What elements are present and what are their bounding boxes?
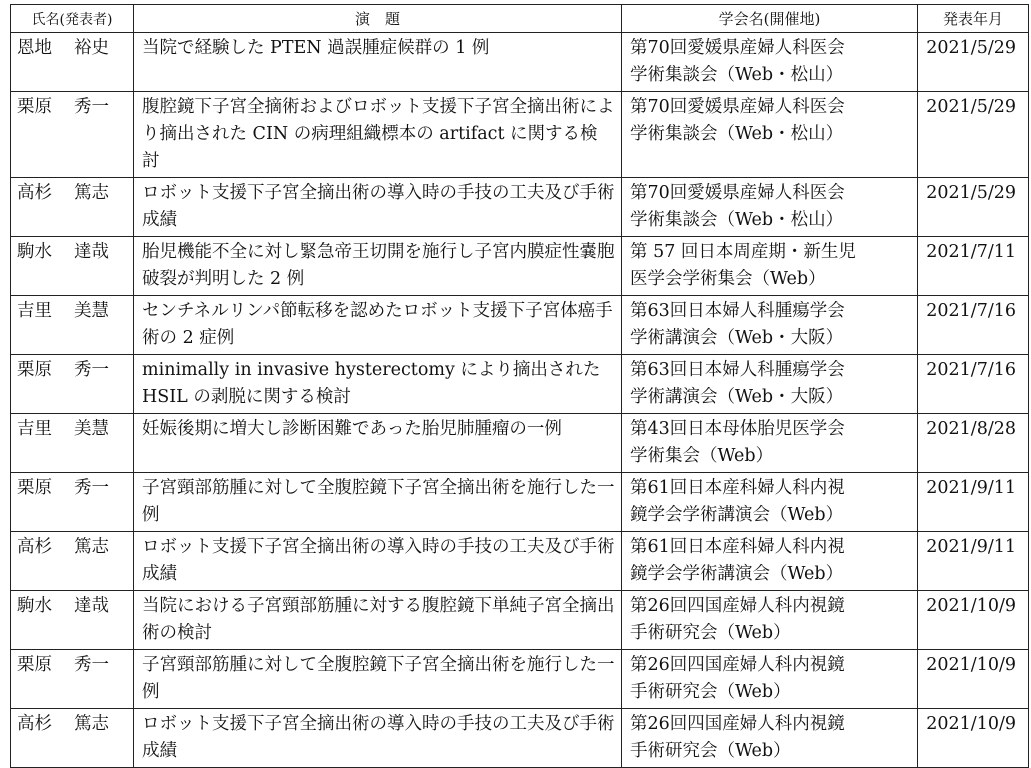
- table-row: [11, 709, 1029, 768]
- presenter-surname: 高杉: [17, 537, 52, 557]
- conference-name-line1: 第26回四国産婦人科内視鏡: [630, 596, 845, 616]
- conference-name-line2: 学術集会（Web）: [630, 446, 774, 466]
- table-row: [11, 532, 1029, 591]
- conference-name-line2: 学術集談会（Web・松山）: [630, 210, 844, 230]
- conference-name-line2: 鏡学会学術講演会（Web）: [630, 564, 844, 584]
- presenter-given-name: 秀一: [74, 360, 109, 380]
- presentation-title: 子宮頸部筋腫に対して全腹腔鏡下子宮全摘出術を施行した一例: [134, 473, 622, 532]
- presentation-title: ロボット支援下子宮全摘出術の導入時の手技の工夫及び手術成績: [134, 709, 622, 768]
- presenter-given-name: 美慧: [74, 301, 109, 321]
- presentation-title: 腹腔鏡下子宮全摘術およびロボット支援下子宮全摘出術により摘出された CIN の病理組織標本の artifact に関する検討: [134, 92, 622, 178]
- conference-cell: [622, 591, 918, 650]
- presentation-date: 2021/5/29: [918, 178, 1029, 237]
- conference-cell: [622, 414, 918, 473]
- presentation-title: 胎児機能不全に対し緊急帝王切開を施行し子宮内膜症性嚢胞破裂が判明した 2 例: [134, 237, 622, 296]
- presentation-date: 2021/10/9: [918, 709, 1029, 768]
- presenter-surname: 恩地: [17, 38, 52, 58]
- conference-cell: [622, 296, 918, 355]
- presenter-cell: [11, 237, 134, 296]
- presenter-given-name: 篤志: [74, 714, 109, 734]
- presenter-given-name: 美慧: [74, 419, 109, 439]
- conference-name-line1: 第26回四国産婦人科内視鏡: [630, 714, 845, 734]
- table-row: [11, 33, 1029, 92]
- presentation-date: 2021/5/29: [918, 92, 1029, 178]
- conference-name-line1: 第70回愛媛県産婦人科医会: [630, 183, 845, 203]
- header-conference: 学会名(開催地): [622, 5, 918, 33]
- presenter-given-name: 秀一: [74, 97, 109, 117]
- presenter-cell: [11, 709, 134, 768]
- presentations-table: [10, 4, 1029, 768]
- presenter-cell: [11, 650, 134, 709]
- table-row: [11, 237, 1029, 296]
- presenter-surname: 高杉: [17, 183, 52, 203]
- presenter-given-name: 秀一: [74, 478, 109, 498]
- presentation-date: 2021/5/29: [918, 33, 1029, 92]
- presentation-title: ロボット支援下子宮全摘出術の導入時の手技の工夫及び手術成績: [134, 178, 622, 237]
- conference-name-line1: 第26回四国産婦人科内視鏡: [630, 655, 845, 675]
- conference-cell: [622, 237, 918, 296]
- presenter-surname: 栗原: [17, 478, 52, 498]
- presenter-given-name: 裕史: [74, 38, 109, 58]
- presentation-title: 当院における子宮頸部筋腫に対する腹腔鏡下単純子宮全摘出術の検討: [134, 591, 622, 650]
- conference-cell: [622, 92, 918, 178]
- conference-cell: [622, 473, 918, 532]
- table-row: [11, 473, 1029, 532]
- presenter-surname: 駒水: [17, 596, 52, 616]
- presentation-title: 妊娠後期に増大し診断困難であった胎児肺腫瘤の一例: [134, 414, 622, 473]
- presenter-surname: 高杉: [17, 714, 52, 734]
- presenter-cell: [11, 178, 134, 237]
- presentation-title: ロボット支援下子宮全摘出術の導入時の手技の工夫及び手術成績: [134, 532, 622, 591]
- table-row: [11, 591, 1029, 650]
- presentation-title: センチネルリンパ節転移を認めたロボット支援下子宮体癌手術の 2 症例: [134, 296, 622, 355]
- table-header-row: [11, 5, 1029, 33]
- presentation-date: 2021/7/11: [918, 237, 1029, 296]
- conference-name-line2: 手術研究会（Web）: [630, 623, 791, 643]
- table-body: [11, 33, 1029, 768]
- conference-name-line1: 第70回愛媛県産婦人科医会: [630, 38, 845, 58]
- presentation-title: 当院で経験した PTEN 過誤腫症候群の 1 例: [134, 33, 622, 92]
- conference-name-line1: 第61回日本産科婦人科内視: [630, 478, 845, 498]
- presentation-title: minimally in invasive hysterectomy により摘出された HSIL の剥脱に関する検討: [134, 355, 622, 414]
- table-row: [11, 355, 1029, 414]
- conference-name-line1: 第63回日本婦人科腫瘍学会: [630, 301, 845, 321]
- conference-name-line2: 鏡学会学術講演会（Web）: [630, 505, 844, 525]
- presenter-given-name: 秀一: [74, 655, 109, 675]
- header-date: 発表年月: [918, 5, 1029, 33]
- presenter-surname: 栗原: [17, 655, 52, 675]
- conference-cell: [622, 355, 918, 414]
- presenter-cell: [11, 473, 134, 532]
- presenter-cell: [11, 414, 134, 473]
- conference-cell: [622, 709, 918, 768]
- presentation-date: 2021/9/11: [918, 473, 1029, 532]
- conference-name-line2: 医学会学術集会（Web）: [630, 269, 826, 289]
- conference-name-line2: 学術集談会（Web・松山）: [630, 65, 844, 85]
- conference-name-line1: 第43回日本母体胎児医学会: [630, 419, 845, 439]
- presentation-date: 2021/10/9: [918, 650, 1029, 709]
- conference-name-line2: 学術講演会（Web・大阪）: [630, 328, 844, 348]
- presenter-cell: [11, 33, 134, 92]
- presenter-cell: [11, 92, 134, 178]
- presenter-given-name: 達哉: [74, 242, 109, 262]
- presentation-date: 2021/8/28: [918, 414, 1029, 473]
- header-presenter: 氏名(発表者): [11, 5, 134, 33]
- presentation-date: 2021/7/16: [918, 355, 1029, 414]
- table-row: [11, 650, 1029, 709]
- conference-name-line1: 第 57 回日本周産期・新生児: [630, 242, 856, 262]
- presenter-surname: 栗原: [17, 97, 52, 117]
- table-row: [11, 92, 1029, 178]
- table-row: [11, 178, 1029, 237]
- presenter-given-name: 篤志: [74, 537, 109, 557]
- presenter-surname: 吉里: [17, 419, 52, 439]
- conference-name-line1: 第70回愛媛県産婦人科医会: [630, 97, 845, 117]
- header-title: 演 題: [134, 5, 622, 33]
- presenter-cell: [11, 355, 134, 414]
- presenter-cell: [11, 591, 134, 650]
- presenter-surname: 栗原: [17, 360, 52, 380]
- conference-name-line1: 第61回日本産科婦人科内視: [630, 537, 845, 557]
- conference-name-line2: 学術集談会（Web・松山）: [630, 124, 844, 144]
- conference-name-line1: 第63回日本婦人科腫瘍学会: [630, 360, 845, 380]
- presentation-date: 2021/10/9: [918, 591, 1029, 650]
- presenter-cell: [11, 296, 134, 355]
- presenter-cell: [11, 532, 134, 591]
- presentation-title: 子宮頸部筋腫に対して全腹腔鏡下子宮全摘出術を施行した一例: [134, 650, 622, 709]
- conference-name-line2: 手術研究会（Web）: [630, 682, 791, 702]
- presenter-given-name: 篤志: [74, 183, 109, 203]
- table-row: [11, 414, 1029, 473]
- presenter-surname: 駒水: [17, 242, 52, 262]
- conference-cell: [622, 650, 918, 709]
- table-row: [11, 296, 1029, 355]
- conference-name-line2: 手術研究会（Web）: [630, 741, 791, 761]
- presentation-date: 2021/7/16: [918, 296, 1029, 355]
- conference-cell: [622, 33, 918, 92]
- conference-cell: [622, 178, 918, 237]
- presentation-date: 2021/9/11: [918, 532, 1029, 591]
- presenter-surname: 吉里: [17, 301, 52, 321]
- conference-cell: [622, 532, 918, 591]
- conference-name-line2: 学術講演会（Web・大阪）: [630, 387, 844, 407]
- presenter-given-name: 達哉: [74, 596, 109, 616]
